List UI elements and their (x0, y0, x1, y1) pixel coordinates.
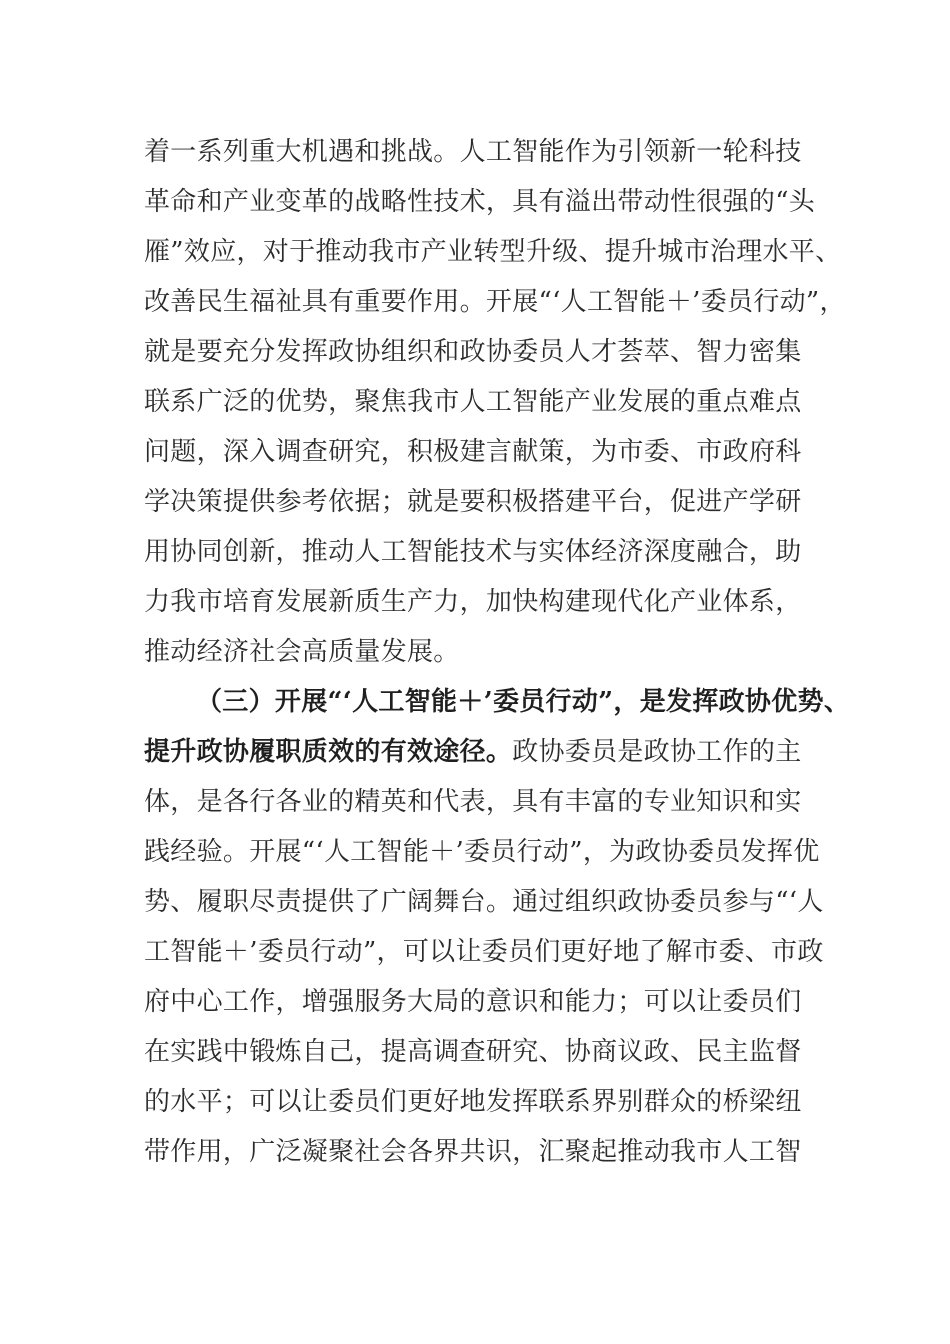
section-heading-continued: 提升政协履职质效的有效途径。 (144, 737, 513, 767)
text-line: 带作用，广泛凝聚社会各界共识，汇聚起推动我市人工智 (144, 1137, 802, 1167)
text-line: 势、履职尽责提供了广阔舞台。通过组织政协委员参与“‘人 (144, 887, 824, 917)
text-line: 革命和产业变革的战略性技术，具有溢出带动性很强的“头 (144, 187, 816, 217)
text-line: 在实践中锻炼自己，提高调查研究、协商议政、民主监督 (144, 1037, 802, 1067)
text-line: 工智能＋’委员行动”，可以让委员们更好地了解市委、市政 (144, 937, 824, 967)
text-line: 践经验。开展“‘人工智能＋’委员行动”，为政协委员发挥优 (144, 837, 820, 867)
paragraph-2 (144, 677, 851, 1177)
paragraph-1 (144, 127, 844, 677)
text-line: 学决策提供参考依据；就是要积极搭建平台，促进产学研 (144, 487, 802, 517)
text-line: 就是要充分发挥政协组织和政协委员人才荟萃、智力密集 (144, 337, 802, 367)
text-line: 问题，深入调查研究，积极建言献策，为市委、市政府科 (144, 437, 802, 467)
text-line (144, 727, 844, 777)
document-body (144, 127, 851, 1177)
text-line: 体，是各行各业的精英和代表，具有丰富的专业知识和实 (144, 787, 802, 817)
text-line: 府中心工作，增强服务大局的意识和能力；可以让委员们 (144, 987, 802, 1017)
text-line: 联系广泛的优势，聚焦我市人工智能产业发展的重点难点 (144, 387, 802, 417)
text-line: 雁”效应，对于推动我市产业转型升级、提升城市治理水平、 (144, 237, 842, 267)
text-line: 着一系列重大机遇和挑战。人工智能作为引领新一轮科技 (144, 137, 802, 167)
section-heading: （三）开展“‘人工智能＋’委员行动”，是发挥政协优势、 (196, 687, 851, 717)
text-line: 改善民生福祉具有重要作用。开展“‘人工智能＋’委员行动”， (144, 287, 846, 317)
text-line: 用协同创新，推动人工智能技术与实体经济深度融合，助 (144, 537, 802, 567)
text-line: 推动经济社会高质量发展。 (144, 637, 460, 667)
text-run: 政协委员是政协工作的主 (512, 737, 802, 767)
text-line: 力我市培育发展新质生产力，加快构建现代化产业体系， (144, 587, 802, 617)
text-line: 的水平；可以让委员们更好地发挥联系界别群众的桥梁纽 (144, 1087, 802, 1117)
